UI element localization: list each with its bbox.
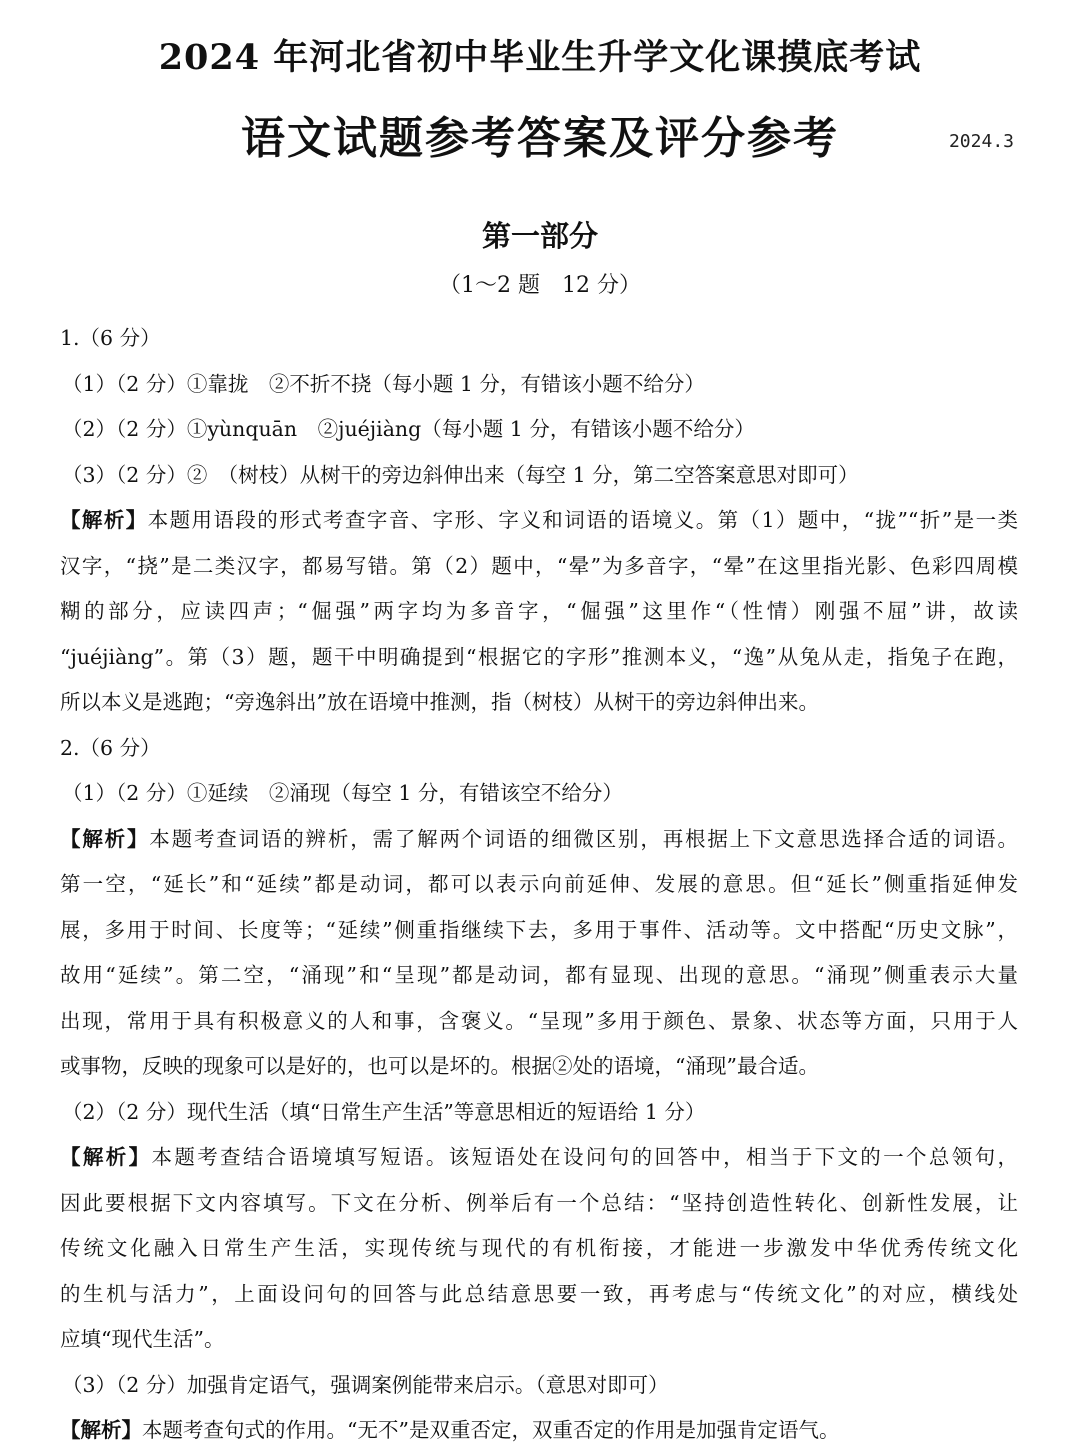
question-1-analysis-line: 糊的部分，应读四声；“倔强”两字均为多音字，“倔强”这里作“（性情）刚强不屈”讲，故读 xyxy=(60,599,1018,623)
answer-text: （2）（2 分）①yùnquān ②juéjiàng（每小题 1 分，有错该小题不给分） xyxy=(62,417,755,441)
question-2-analysis-1-line: 第一空，“延长”和“延续”都是动词，都可以表示向前延伸、发展的意思。但“延长”侧重指延伸发 xyxy=(60,872,1018,896)
question-2-answer-3 xyxy=(60,1363,1018,1409)
answer-text: （3）（2 分）② （树枝）从树干的旁边斜伸出来（每空 1 分，第二空答案意思对即可） xyxy=(62,462,859,487)
question-2-answer-2 xyxy=(60,1090,1018,1136)
analysis-text: 本题考查词语的辨析，需了解两个词语的细微区别，再根据上下文意思选择合适的词语。 xyxy=(149,826,1018,851)
analysis-label: 【解析】 xyxy=(60,1145,152,1169)
question-2-analysis-1-line xyxy=(60,817,1018,863)
question-1-answer-1 xyxy=(60,362,1018,408)
question-1-analysis-line: 所以本义是逃跑；“旁逸斜出”放在语境中推测，指（树枝）从树干的旁边斜伸出来。 xyxy=(60,690,819,714)
question-1-analysis-line: “juéjiàng”。第（3）题，题干中明确提到“根据它的字形”推测本义，“逸”从兔从走，指兔子在跑， xyxy=(60,644,1018,669)
question-1-heading: 1.（6 分） xyxy=(60,326,161,350)
analysis-text: 本题考查句式的作用。“无不”是双重否定，双重否定的作用是加强肯定语气。 xyxy=(142,1418,840,1442)
question-2-answer-1 xyxy=(60,771,1018,817)
question-2-analysis-2-line: 应填“现代生活”。 xyxy=(60,1327,225,1351)
question-2-analysis-2-line xyxy=(60,1135,1018,1181)
answer-text: （2）（2 分）现代生活（填“日常生产生活”等意思相近的短语给 1 分） xyxy=(62,1099,706,1124)
answer-body xyxy=(60,316,1018,1454)
question-2-heading: 2.（6 分） xyxy=(60,735,161,760)
analysis-label: 【解析】 xyxy=(60,508,148,532)
question-2-analysis-2-line: 因此要根据下文内容填写。下文在分析、例举后有一个总结：“坚持创造性转化、创新性发展，让 xyxy=(60,1190,1018,1215)
question-1-answer-3 xyxy=(60,453,1018,499)
analysis-text: 本题考查结合语境填写短语。该短语处在设问句的回答中，相当于下文的一个总领句， xyxy=(151,1145,1018,1169)
question-1-analysis-line: 汉字，“挠”是二类汉字，都易写错。第（2）题中，“晕”为多音字，“晕”在这里指光影、色彩四周模 xyxy=(60,553,1018,578)
answer-text: （1）（2 分）①靠拢 ②不折不挠（每小题 1 分，有错该小题不给分） xyxy=(62,371,705,396)
analysis-label: 【解析】 xyxy=(60,1418,142,1442)
question-2-analysis-1-line: 展，多用于时间、长度等；“延续”侧重指继续下去，多用于事件、活动等。文中搭配“历史文脉”， xyxy=(60,917,1018,942)
question-1-analysis-line xyxy=(60,498,1018,544)
question-2-analysis-1-line: 出现，常用于具有积极意义的人和事，含褒义。“呈现”多用于颜色、景象、状态等方面，只用于人 xyxy=(60,1008,1018,1033)
question-2-analysis-3-line xyxy=(60,1408,1018,1454)
question-2-analysis-2-line: 传统文化融入日常生产生活，实现传统与现代的有机衔接，才能进一步激发中华优秀传统文化 xyxy=(60,1236,1018,1260)
document-title: 语文试题参考答案及评分参考 xyxy=(241,113,839,164)
answer-text: （1）（2 分）①延续 ②涌现（每空 1 分，有错该空不给分） xyxy=(62,781,623,805)
answer-text: （3）（2 分）加强肯定语气，强调案例能带来启示。（意思对即可） xyxy=(62,1372,669,1397)
document-date: 2024.3 xyxy=(948,131,1014,152)
analysis-text: 本题用语段的形式考查字音、字形、字义和词语的语境义。第（1）题中，“拢”“折”是一类 xyxy=(147,508,1018,532)
analysis-label: 【解析】 xyxy=(60,826,150,851)
exam-title: 2024 年河北省初中毕业生升学文化课摸底考试 xyxy=(158,37,922,78)
question-1-answer-2 xyxy=(60,407,1018,453)
part-range: （1～2 题 12 分） xyxy=(439,273,641,298)
part-title: 第一部分 xyxy=(481,219,598,253)
question-2-analysis-2-line: 的生机与活力”，上面设问句的回答与此总结意思要一致，再考虑与“传统文化”的对应，横线处 xyxy=(60,1281,1018,1306)
question-2-analysis-1-line: 故用“延续”。第二空，“涌现”和“呈现”都是动词，都有显现、出现的意思。“涌现”侧重表示大量 xyxy=(60,963,1018,987)
question-2-analysis-1-line: 或事物，反映的现象可以是好的，也可以是坏的。根据②处的语境，“涌现”最合适。 xyxy=(60,1054,819,1078)
